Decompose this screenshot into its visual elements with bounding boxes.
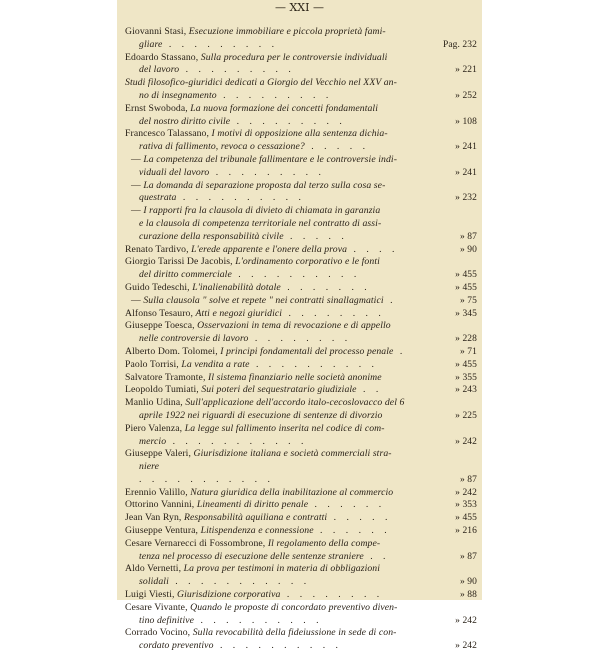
entry-title: Atti e negozi giuridici	[195, 307, 283, 319]
dot-leaders: . . . . . . . . .	[179, 64, 295, 76]
index-entry	[125, 154, 477, 180]
entry-author: Guido Tedeschi,	[125, 281, 193, 293]
index-entry	[125, 295, 477, 308]
entry-author: Paolo Torrisi,	[125, 358, 182, 370]
entry-author: —	[131, 153, 144, 165]
entry-title: rativa di fallimento, revoca o cessazione?	[139, 141, 305, 153]
dot-leaders: . .	[363, 550, 390, 562]
page-reference: » 90	[459, 577, 477, 588]
entry-title: La domanda di separazione proposta dal terzo sulla cosa se-	[143, 179, 386, 191]
entry-author: Manlio Udina,	[125, 397, 186, 409]
index-entry	[125, 346, 477, 359]
entry-title: del nostro diritto civile	[139, 115, 231, 127]
entry-title: del diritto commerciale	[139, 269, 232, 281]
dot-leaders: . . . . .	[327, 512, 392, 524]
index-entry	[125, 180, 477, 206]
index-entry	[125, 474, 477, 487]
entry-title: mercio	[139, 435, 167, 447]
index-entry	[125, 563, 477, 589]
index-entry	[125, 282, 477, 295]
entry-title: L'inalienabilità dotale	[192, 281, 281, 293]
index-entry	[125, 627, 477, 653]
page-reference: » 353	[455, 500, 477, 511]
dot-leaders: . . . . . . . .	[280, 589, 384, 601]
entry-title: La vendita a rate	[181, 358, 250, 370]
page-reference: » 90	[459, 244, 477, 255]
entry-title: niere	[139, 461, 160, 473]
page-reference: » 87	[459, 551, 477, 562]
index-list	[125, 26, 477, 653]
dot-leaders: . . . . . . .	[280, 281, 371, 293]
entry-title: Giurisdizione corporativa	[177, 589, 281, 601]
dot-leaders: . .	[356, 384, 383, 396]
page-reference: » 221	[455, 65, 477, 76]
dot-leaders: . . . . . . . . . . .	[139, 473, 274, 485]
entry-title: solidali	[139, 576, 169, 588]
entry-author: Salvatore Tramonte,	[125, 371, 208, 383]
entry-title: Sui poteri del sequestratario giudiziale	[201, 384, 357, 396]
entry-author: Giorgio Tarissi De Jacobis,	[125, 256, 236, 268]
entry-author: —	[131, 179, 144, 191]
dot-leaders: . . . . . . . .	[282, 307, 385, 319]
page-reference: » 243	[455, 385, 477, 396]
entry-title: Esecuzione immobiliare e piccola proprietà fami-	[188, 26, 386, 37]
entry-author: —	[131, 205, 144, 217]
entry-title: Quando le proposte di concordato preventivo diven-	[190, 601, 398, 613]
page-reference: » 242	[455, 436, 477, 447]
dot-leaders: . . . . . . . . . . .	[166, 435, 308, 447]
entry-author: Leopoldo Tumiati,	[125, 384, 202, 396]
entry-title: curazione della responsabilità civile	[139, 230, 284, 242]
page-reference: » 345	[455, 308, 477, 319]
entry-title: I rapporti fra la clausola di divieto di chiamata in garanzia	[143, 205, 381, 217]
entry-author: Giuseppe Ventura,	[125, 525, 201, 537]
entry-title: Natura giuridica della inabilitazione al commercio	[190, 486, 394, 498]
page-reference: » 232	[455, 193, 477, 204]
dot-leaders: . . . . . . . . .	[230, 115, 346, 127]
entry-author: Jean Van Ryn,	[125, 512, 184, 524]
dot-leaders: . . . . . . . . .	[216, 89, 333, 101]
entry-author: Corrado Vocino,	[125, 627, 193, 639]
page-reference: » 87	[459, 474, 477, 485]
index-entry	[125, 77, 477, 103]
index-entry	[125, 128, 477, 154]
entry-title: La nuova formazione dei concetti fondamentali	[190, 102, 379, 114]
dot-leaders: . . . . .	[304, 141, 370, 153]
dot-leaders: . . . . . . . . . .	[176, 192, 305, 204]
entry-title: Giurisdizione italiana e società commerciali stra-	[193, 448, 392, 460]
page-reference: » 355	[455, 372, 477, 383]
entry-title: viduali del lavoro	[139, 166, 210, 178]
entry-author: Alfonso Tesauro,	[125, 307, 196, 319]
entry-author: Renato Tardivo,	[125, 243, 192, 255]
entry-title: no di insegnamento	[139, 89, 217, 101]
entry-title: L'erede apparente e l'onere della prova	[191, 243, 348, 255]
index-entry	[125, 423, 477, 449]
entry-title: La prova per testimoni in materia di obbligazioni	[183, 563, 381, 575]
dot-leaders: .	[383, 294, 397, 306]
entry-author: Ernst Swoboda,	[125, 102, 191, 114]
dot-leaders: . . . . . . . . . .	[213, 640, 342, 652]
index-entry	[125, 448, 477, 474]
page-reference: » 88	[459, 590, 477, 601]
page-header: — XXI —	[274, 1, 324, 14]
index-entry	[125, 256, 477, 282]
entry-title: Sulla revocabilità della fideiussione in sede di con-	[192, 627, 397, 639]
entry-title: La legge sul fallimento inserita nel codice di com-	[184, 422, 385, 434]
entry-author: Cesare Vivante,	[125, 601, 191, 613]
entry-title: Sull'applicazione dell'accordo italo-cecoslovacco del 6	[185, 397, 405, 409]
entry-title: Litispendenza e connessione	[200, 525, 314, 537]
entry-title: Studi filosofico-giuridici dedicati a Giorgio del Vecchio nel XXV an-	[125, 77, 397, 89]
entry-author: Ottorino Vannini,	[125, 499, 197, 511]
index-entry	[125, 538, 477, 564]
page-reference: » 455	[455, 513, 477, 524]
entry-author: —	[131, 294, 144, 306]
index-entry	[125, 525, 477, 538]
entry-title: La competenza del tribunale fallimentare e le controversie indi-	[143, 153, 398, 165]
dot-leaders: . . . . . .	[313, 525, 391, 537]
entry-title: Osservazioni in tema di revocazione e di appello	[197, 320, 391, 332]
dot-leaders: . . . . . . . .	[248, 333, 352, 345]
index-entry	[125, 308, 477, 321]
entry-title: Sulla procedura per le controversie individuali	[200, 51, 388, 63]
index-entry	[125, 205, 477, 243]
entry-author: Alberto Dom. Tolomei,	[125, 345, 221, 357]
entry-title: cordato preventivo	[139, 640, 214, 652]
dot-leaders: .	[393, 345, 407, 357]
dot-leaders: . . . . . . . . . .	[249, 358, 378, 370]
page-reference: » 241	[455, 142, 477, 153]
entry-title: tenza nel processo di esecuzione delle sentenze straniere	[139, 550, 364, 562]
page-reference: » 228	[455, 334, 477, 345]
dot-leaders: . . . . . . . . . .	[231, 269, 361, 281]
entry-author: Aldo Vernetti,	[125, 563, 184, 575]
entry-title: nelle controversie di lavoro	[139, 333, 249, 345]
entry-title: I motivi di opposizione alla sentenza dichia-	[211, 128, 388, 140]
index-entry	[125, 103, 477, 129]
entry-title: Il sistema finanziario nelle società anonime	[208, 371, 382, 383]
page-reference: » 241	[455, 167, 477, 178]
entry-title: aprile 1922 nei riguardi di esecuzione di sentenze di divorzio	[139, 409, 383, 421]
dot-leaders: . . . . . .	[308, 499, 386, 511]
index-entry	[125, 499, 477, 512]
page-reference: » 242	[455, 641, 477, 652]
entry-author: Luigi Viesti,	[125, 589, 178, 601]
page-reference: » 87	[459, 231, 477, 242]
entry-author: Giuseppe Toesca,	[125, 320, 198, 332]
entry-author: Cesare Vernarecci di Fossombrone,	[125, 537, 268, 549]
page-reference: » 455	[455, 359, 477, 370]
index-entry	[125, 320, 477, 346]
entry-author: Giovanni Stasi,	[125, 26, 189, 37]
entry-title: L'ordinamento corporativo e le fonti	[235, 256, 380, 268]
index-entry	[125, 244, 477, 257]
entry-title: gliare	[139, 38, 163, 50]
index-entry	[125, 512, 477, 525]
entry-title: Il regolamento della compe-	[267, 537, 381, 549]
entry-title: questrata	[139, 192, 177, 204]
index-entry	[125, 372, 477, 385]
page-reference: » 242	[455, 615, 477, 626]
page-reference: » 71	[459, 346, 477, 357]
entry-title: del lavoro	[139, 64, 180, 76]
page-reference: » 252	[455, 90, 477, 101]
page-reference: » 108	[455, 116, 477, 127]
index-entry	[125, 397, 477, 423]
index-entry	[125, 26, 477, 52]
page-reference: » 242	[455, 487, 477, 498]
index-entry	[125, 384, 477, 397]
dot-leaders: . . . . .	[283, 230, 348, 242]
entry-author: Francesco Talassano,	[125, 128, 212, 140]
dot-leaders: . . . . . . . . .	[162, 38, 278, 50]
entry-title: Responsabilità aquiliana e contratti	[183, 512, 328, 524]
index-entry	[125, 602, 477, 628]
book-page	[117, 0, 482, 652]
entry-author: Giuseppe Valeri,	[125, 448, 194, 460]
entry-author: Edoardo Stassano,	[125, 51, 201, 63]
entry-author: Erennio Valillo,	[125, 486, 191, 498]
index-entry	[125, 487, 477, 500]
index-entry	[125, 359, 477, 372]
dot-leaders: . . . .	[347, 243, 399, 255]
entry-title: Sulla clausola " solve et repete " nei contratti sinallagmatici	[143, 294, 384, 306]
page-reference: » 216	[455, 526, 477, 537]
page-reference: » 75	[459, 295, 477, 306]
dot-leaders: . . . . . . . . . . .	[168, 576, 311, 588]
entry-author: Piero Valenza,	[125, 422, 185, 434]
dot-leaders: . . . . . . . . . .	[194, 614, 323, 626]
page-reference: » 455	[455, 270, 477, 281]
index-entry	[125, 589, 477, 602]
entry-title: e la clausola di competenza territoriale nel contratto di assi-	[139, 217, 382, 229]
page-reference: » 455	[455, 282, 477, 293]
entry-title: tino definitive	[139, 614, 195, 626]
dot-leaders: . . . . . . . . .	[209, 166, 325, 178]
entry-title: I principi fondamentali del processo penale	[220, 345, 394, 357]
page-reference: » 225	[455, 410, 477, 421]
page-reference: Pag. 232	[442, 39, 477, 50]
entry-title: Lineamenti di diritto penale	[196, 499, 309, 511]
index-entry	[125, 52, 477, 78]
